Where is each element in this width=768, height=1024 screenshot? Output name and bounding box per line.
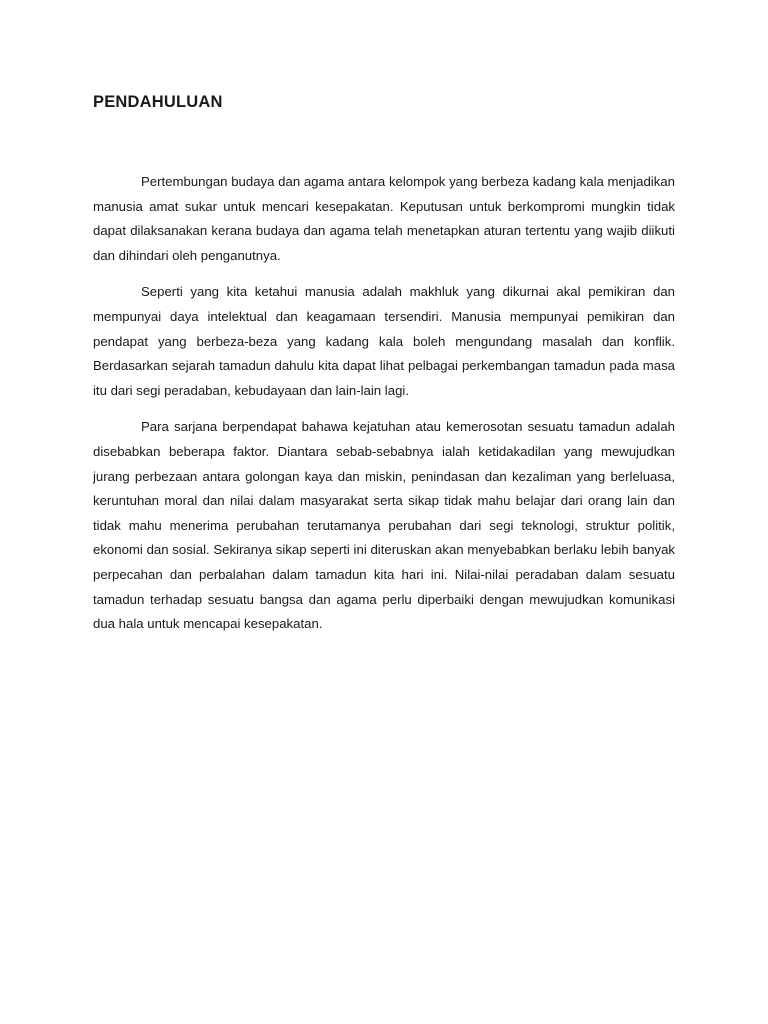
- paragraph-2: Seperti yang kita ketahui manusia adalah makhluk yang dikurnai akal pemikiran dan mempunyai daya intelektual dan keagamaan tersendiri. Manusia mempunyai pemikiran dan pendapat yang berbeza-beza yang kadang kala boleh mengundang masalah dan konflik. Berdasarkan sejarah tamadun dahulu kita dapat lihat pelbagai perkembangan tamadun pada masa itu dari segi peradaban, kebudayaan dan lain-lain lagi.: [93, 284, 675, 398]
- body-text: [93, 170, 675, 649]
- paragraph-3: Para sarjana berpendapat bahawa kejatuhan atau kemerosotan sesuatu tamadun adalah disebabkan beberapa faktor. Diantara sebab-sebabnya ialah ketidakadilan yang mewujudkan jurang perbezaan antara golongan kaya dan miskin, penindasan dan kezaliman yang berleluasa, keruntuhan moral dan nilai dalam masyarakat serta sikap tidak mahu belajar dari orang lain dan tidak mahu menerima perubahan terutamanya perubahan dari segi teknologi, struktur politik, ekonomi dan sosial. Sekiranya sikap seperti ini diteruskan akan menyebabkan berlaku lebih banyak perpecahan dan perbalahan dalam tamadun kita hari ini. Nilai-nilai peradaban dalam sesuatu tamadun terhadap sesuatu bangsa dan agama perlu diperbaiki dengan mewujudkan komunikasi dua hala untuk mencapai kesepakatan.: [93, 419, 675, 632]
- paragraph-1: Pertembungan budaya dan agama antara kelompok yang berbeza kadang kala menjadikan manusia amat sukar untuk mencari kesepakatan. Keputusan untuk berkompromi mungkin tidak dapat dilaksanakan kerana budaya dan agama telah menetapkan aturan tertentu yang wajib diikuti dan dihindari oleh penganutnya.: [93, 174, 675, 263]
- section-heading: PENDAHULUAN: [93, 93, 223, 111]
